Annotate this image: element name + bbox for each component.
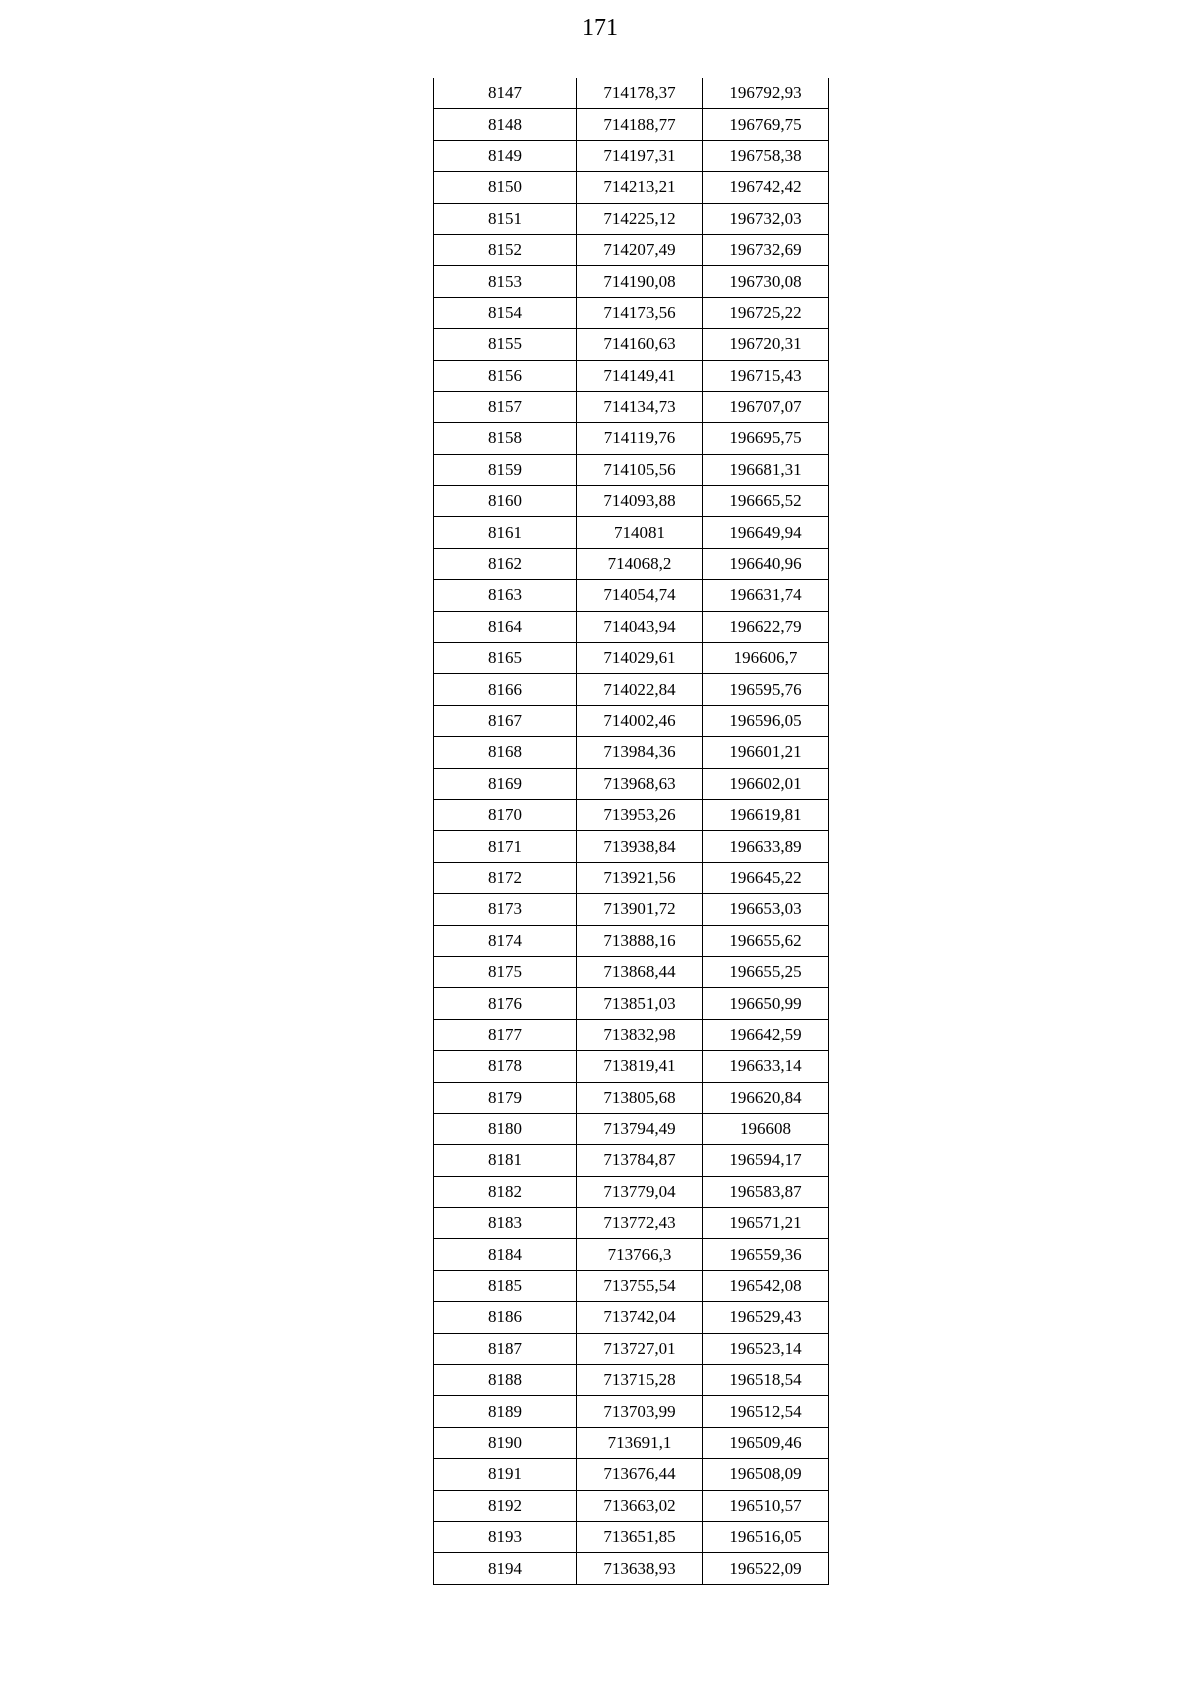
coordinates-table-body <box>434 78 829 1584</box>
y-coordinate-cell: 196596,05 <box>703 705 829 736</box>
y-coordinate-cell: 196571,21 <box>703 1208 829 1239</box>
x-coordinate-cell: 713727,01 <box>577 1333 703 1364</box>
point-number-cell: 8172 <box>434 862 577 893</box>
point-number-cell: 8182 <box>434 1176 577 1207</box>
point-number-cell: 8179 <box>434 1082 577 1113</box>
y-coordinate-cell: 196523,14 <box>703 1333 829 1364</box>
point-number-cell: 8164 <box>434 611 577 642</box>
point-number-cell: 8191 <box>434 1459 577 1490</box>
table-row <box>434 1019 829 1050</box>
x-coordinate-cell: 714188,77 <box>577 109 703 140</box>
y-coordinate-cell: 196512,54 <box>703 1396 829 1427</box>
y-coordinate-cell: 196516,05 <box>703 1521 829 1552</box>
y-coordinate-cell: 196730,08 <box>703 266 829 297</box>
x-coordinate-cell: 714022,84 <box>577 674 703 705</box>
point-number-cell: 8174 <box>434 925 577 956</box>
table-row <box>434 423 829 454</box>
y-coordinate-cell: 196619,81 <box>703 799 829 830</box>
x-coordinate-cell: 714068,2 <box>577 548 703 579</box>
y-coordinate-cell: 196509,46 <box>703 1427 829 1458</box>
x-coordinate-cell: 714029,61 <box>577 643 703 674</box>
y-coordinate-cell: 196655,62 <box>703 925 829 956</box>
y-coordinate-cell: 196601,21 <box>703 737 829 768</box>
point-number-cell: 8178 <box>434 1051 577 1082</box>
point-number-cell: 8187 <box>434 1333 577 1364</box>
x-coordinate-cell: 714043,94 <box>577 611 703 642</box>
point-number-cell: 8151 <box>434 203 577 234</box>
table-row <box>434 234 829 265</box>
y-coordinate-cell: 196642,59 <box>703 1019 829 1050</box>
y-coordinate-cell: 196665,52 <box>703 486 829 517</box>
table-row <box>434 799 829 830</box>
x-coordinate-cell: 713742,04 <box>577 1302 703 1333</box>
x-coordinate-cell: 713953,26 <box>577 799 703 830</box>
x-coordinate-cell: 713651,85 <box>577 1521 703 1552</box>
point-number-cell: 8159 <box>434 454 577 485</box>
table-row <box>434 172 829 203</box>
table-row <box>434 705 829 736</box>
point-number-cell: 8168 <box>434 737 577 768</box>
y-coordinate-cell: 196650,99 <box>703 988 829 1019</box>
table-row <box>434 548 829 579</box>
y-coordinate-cell: 196583,87 <box>703 1176 829 1207</box>
point-number-cell: 8194 <box>434 1553 577 1584</box>
table-row <box>434 1302 829 1333</box>
x-coordinate-cell: 713772,43 <box>577 1208 703 1239</box>
table-row <box>434 1145 829 1176</box>
point-number-cell: 8192 <box>434 1490 577 1521</box>
table-row <box>434 391 829 422</box>
y-coordinate-cell: 196681,31 <box>703 454 829 485</box>
table-row <box>434 517 829 548</box>
point-number-cell: 8173 <box>434 894 577 925</box>
x-coordinate-cell: 714134,73 <box>577 391 703 422</box>
y-coordinate-cell: 196542,08 <box>703 1270 829 1301</box>
x-coordinate-cell: 713755,54 <box>577 1270 703 1301</box>
x-coordinate-cell: 714093,88 <box>577 486 703 517</box>
point-number-cell: 8163 <box>434 580 577 611</box>
point-number-cell: 8150 <box>434 172 577 203</box>
point-number-cell: 8183 <box>434 1208 577 1239</box>
point-number-cell: 8149 <box>434 140 577 171</box>
table-row <box>434 737 829 768</box>
table-row <box>434 956 829 987</box>
y-coordinate-cell: 196653,03 <box>703 894 829 925</box>
point-number-cell: 8153 <box>434 266 577 297</box>
point-number-cell: 8169 <box>434 768 577 799</box>
x-coordinate-cell: 714225,12 <box>577 203 703 234</box>
x-coordinate-cell: 713703,99 <box>577 1396 703 1427</box>
y-coordinate-cell: 196645,22 <box>703 862 829 893</box>
x-coordinate-cell: 714119,76 <box>577 423 703 454</box>
point-number-cell: 8157 <box>434 391 577 422</box>
x-coordinate-cell: 713805,68 <box>577 1082 703 1113</box>
table-row <box>434 1270 829 1301</box>
x-coordinate-cell: 713938,84 <box>577 831 703 862</box>
x-coordinate-cell: 714002,46 <box>577 705 703 736</box>
x-coordinate-cell: 714173,56 <box>577 297 703 328</box>
x-coordinate-cell: 713691,1 <box>577 1427 703 1458</box>
x-coordinate-cell: 713638,93 <box>577 1553 703 1584</box>
point-number-cell: 8185 <box>434 1270 577 1301</box>
table-row <box>434 1239 829 1270</box>
x-coordinate-cell: 714207,49 <box>577 234 703 265</box>
table-row <box>434 1051 829 1082</box>
y-coordinate-cell: 196640,96 <box>703 548 829 579</box>
x-coordinate-cell: 714178,37 <box>577 78 703 109</box>
table-row <box>434 140 829 171</box>
x-coordinate-cell: 713784,87 <box>577 1145 703 1176</box>
x-coordinate-cell: 714105,56 <box>577 454 703 485</box>
page-number: 171 <box>582 15 618 41</box>
point-number-cell: 8188 <box>434 1365 577 1396</box>
table-row <box>434 486 829 517</box>
x-coordinate-cell: 713888,16 <box>577 925 703 956</box>
x-coordinate-cell: 713968,63 <box>577 768 703 799</box>
table-row <box>434 360 829 391</box>
y-coordinate-cell: 196720,31 <box>703 329 829 360</box>
y-coordinate-cell: 196594,17 <box>703 1145 829 1176</box>
point-number-cell: 8160 <box>434 486 577 517</box>
point-number-cell: 8176 <box>434 988 577 1019</box>
y-coordinate-cell: 196631,74 <box>703 580 829 611</box>
x-coordinate-cell: 714081 <box>577 517 703 548</box>
y-coordinate-cell: 196508,09 <box>703 1459 829 1490</box>
point-number-cell: 8170 <box>434 799 577 830</box>
table-row <box>434 831 829 862</box>
table-row <box>434 1208 829 1239</box>
x-coordinate-cell: 713715,28 <box>577 1365 703 1396</box>
x-coordinate-cell: 714054,74 <box>577 580 703 611</box>
y-coordinate-cell: 196732,03 <box>703 203 829 234</box>
y-coordinate-cell: 196792,93 <box>703 78 829 109</box>
y-coordinate-cell: 196620,84 <box>703 1082 829 1113</box>
table-row <box>434 1365 829 1396</box>
point-number-cell: 8180 <box>434 1113 577 1144</box>
point-number-cell: 8181 <box>434 1145 577 1176</box>
table-row <box>434 925 829 956</box>
point-number-cell: 8190 <box>434 1427 577 1458</box>
y-coordinate-cell: 196606,7 <box>703 643 829 674</box>
y-coordinate-cell: 196655,25 <box>703 956 829 987</box>
x-coordinate-cell: 713901,72 <box>577 894 703 925</box>
table-row <box>434 203 829 234</box>
table-row <box>434 1490 829 1521</box>
y-coordinate-cell: 196622,79 <box>703 611 829 642</box>
y-coordinate-cell: 196602,01 <box>703 768 829 799</box>
point-number-cell: 8161 <box>434 517 577 548</box>
x-coordinate-cell: 713851,03 <box>577 988 703 1019</box>
table-row <box>434 329 829 360</box>
y-coordinate-cell: 196529,43 <box>703 1302 829 1333</box>
table-row <box>434 862 829 893</box>
point-number-cell: 8189 <box>434 1396 577 1427</box>
y-coordinate-cell: 196608 <box>703 1113 829 1144</box>
point-number-cell: 8166 <box>434 674 577 705</box>
table-row <box>434 611 829 642</box>
point-number-cell: 8158 <box>434 423 577 454</box>
x-coordinate-cell: 714197,31 <box>577 140 703 171</box>
table-row <box>434 109 829 140</box>
y-coordinate-cell: 196649,94 <box>703 517 829 548</box>
point-number-cell: 8152 <box>434 234 577 265</box>
x-coordinate-cell: 713832,98 <box>577 1019 703 1050</box>
y-coordinate-cell: 196559,36 <box>703 1239 829 1270</box>
x-coordinate-cell: 713676,44 <box>577 1459 703 1490</box>
table-row <box>434 894 829 925</box>
y-coordinate-cell: 196758,38 <box>703 140 829 171</box>
point-number-cell: 8155 <box>434 329 577 360</box>
y-coordinate-cell: 196522,09 <box>703 1553 829 1584</box>
x-coordinate-cell: 714213,21 <box>577 172 703 203</box>
point-number-cell: 8177 <box>434 1019 577 1050</box>
y-coordinate-cell: 196769,75 <box>703 109 829 140</box>
x-coordinate-cell: 713921,56 <box>577 862 703 893</box>
point-number-cell: 8156 <box>434 360 577 391</box>
table-row <box>434 454 829 485</box>
point-number-cell: 8162 <box>434 548 577 579</box>
table-row <box>434 297 829 328</box>
x-coordinate-cell: 714190,08 <box>577 266 703 297</box>
table-row <box>434 674 829 705</box>
point-number-cell: 8184 <box>434 1239 577 1270</box>
point-number-cell: 8154 <box>434 297 577 328</box>
table-row <box>434 580 829 611</box>
x-coordinate-cell: 713819,41 <box>577 1051 703 1082</box>
x-coordinate-cell: 713794,49 <box>577 1113 703 1144</box>
x-coordinate-cell: 713779,04 <box>577 1176 703 1207</box>
y-coordinate-cell: 196742,42 <box>703 172 829 203</box>
point-number-cell: 8175 <box>434 956 577 987</box>
table-row <box>434 78 829 109</box>
point-number-cell: 8148 <box>434 109 577 140</box>
y-coordinate-cell: 196707,07 <box>703 391 829 422</box>
x-coordinate-cell: 713766,3 <box>577 1239 703 1270</box>
table-row <box>434 768 829 799</box>
table-row <box>434 1113 829 1144</box>
table-row <box>434 1459 829 1490</box>
table-row <box>434 1427 829 1458</box>
point-number-cell: 8186 <box>434 1302 577 1333</box>
x-coordinate-cell: 713663,02 <box>577 1490 703 1521</box>
table-row <box>434 1176 829 1207</box>
point-number-cell: 8193 <box>434 1521 577 1552</box>
table-row <box>434 988 829 1019</box>
table-row <box>434 1553 829 1584</box>
table-row <box>434 1521 829 1552</box>
point-number-cell: 8165 <box>434 643 577 674</box>
table-row <box>434 1396 829 1427</box>
y-coordinate-cell: 196518,54 <box>703 1365 829 1396</box>
y-coordinate-cell: 196595,76 <box>703 674 829 705</box>
table-row <box>434 1082 829 1113</box>
y-coordinate-cell: 196715,43 <box>703 360 829 391</box>
x-coordinate-cell: 713868,44 <box>577 956 703 987</box>
table-row <box>434 643 829 674</box>
y-coordinate-cell: 196695,75 <box>703 423 829 454</box>
y-coordinate-cell: 196732,69 <box>703 234 829 265</box>
table-row <box>434 266 829 297</box>
y-coordinate-cell: 196725,22 <box>703 297 829 328</box>
x-coordinate-cell: 714160,63 <box>577 329 703 360</box>
point-number-cell: 8147 <box>434 78 577 109</box>
y-coordinate-cell: 196633,14 <box>703 1051 829 1082</box>
y-coordinate-cell: 196633,89 <box>703 831 829 862</box>
y-coordinate-cell: 196510,57 <box>703 1490 829 1521</box>
coordinates-table <box>433 78 829 1585</box>
x-coordinate-cell: 713984,36 <box>577 737 703 768</box>
x-coordinate-cell: 714149,41 <box>577 360 703 391</box>
table-row <box>434 1333 829 1364</box>
point-number-cell: 8171 <box>434 831 577 862</box>
point-number-cell: 8167 <box>434 705 577 736</box>
